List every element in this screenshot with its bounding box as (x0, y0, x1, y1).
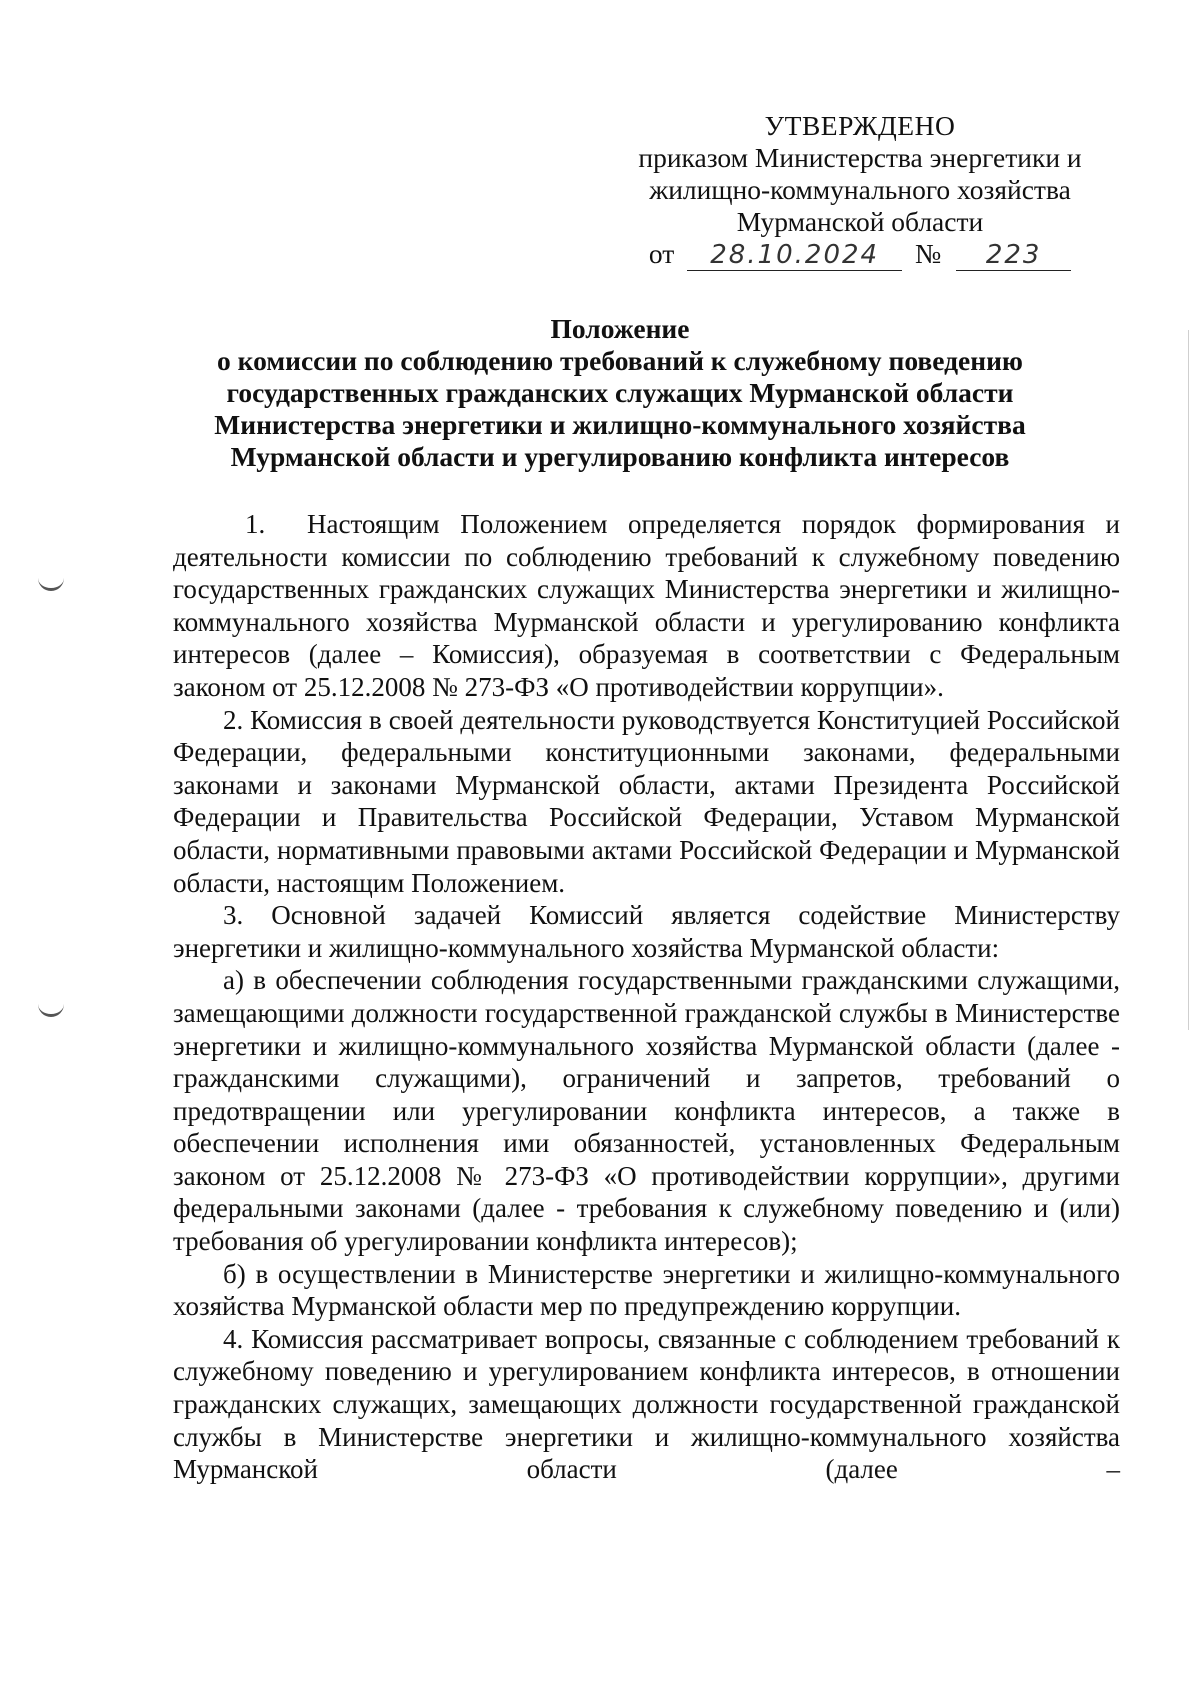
paragraph-1-number: 1. (245, 509, 266, 539)
title-line-4: Министерства энергетики и жилищно-коммунального хозяйства (214, 409, 1026, 440)
paragraph-4: 4. Комиссия рассматривает вопросы, связанные с соблюдением требований к служебному поведению и урегулированием конфликта интересов, в отношении гражданских служащих, замещающих должности государственной гражданской службы в Министерстве энергетики и жилищно-коммунального хозяйства Мурманской области (далее – (173, 1323, 1120, 1485)
paragraph-1 (173, 508, 1120, 704)
paragraph-3b: б) в осуществлении в Министерстве энергетики и жилищно-коммунального хозяйства Мурманской области мер по предупреждению коррупции. (173, 1258, 1120, 1322)
approval-heading: УТВЕРЖДЕНО (764, 110, 956, 141)
paragraph-1-text: Настоящим Положением определяется порядок формирования и деятельности комиссии по соблюдению требований к служебному поведению государственных гражданских служащих Министерства энергетики и жилищно-коммунального хозяйства Мурманской области и урегулированию конфликта интересов (далее – Комиссия), образуемая в соответствии с Федеральным законом от 25.12.2008 № 273-ФЗ «О противодействии коррупции». (173, 509, 1120, 702)
approval-line-1: приказом Министерства энергетики и (638, 142, 1082, 173)
scan-binding-mark (38, 1000, 64, 1017)
approval-date-row (610, 238, 1110, 271)
title-line-2: о комиссии по соблюдению требований к служебному поведению (217, 345, 1023, 376)
approval-line-2: жилищно-коммунального хозяйства (649, 174, 1071, 205)
scan-binding-mark (38, 574, 64, 591)
number-prefix: № (915, 238, 942, 269)
paragraph-3: 3. Основной задачей Комиссий является содействие Министерству энергетики и жилищно-коммунального хозяйства Мурманской области: (173, 900, 1120, 963)
date-prefix: от (648, 238, 675, 269)
title-line-5: Мурманской области и урегулированию конфликта интересов (230, 441, 1010, 472)
handwritten-number: 223 (956, 240, 1071, 271)
paragraph-2: 2. Комиссия в своей деятельности руководствуется Конституцией Российской Федерации, федеральными конституционными законами, федеральными законами и законами Мурманской области, актами Президента Российской Федерации и Правительства Российской Федерации, Уставом Мурманской области, нормативными правовыми актами Российской Федерации и Мурманской области, настоящим Положением. (173, 704, 1120, 898)
document-title (140, 313, 1100, 473)
document-body (173, 508, 1120, 1486)
title-line-3: государственных гражданских служащих Мурманской области (226, 377, 1014, 408)
title-line-1: Положение (550, 313, 690, 344)
approval-line-3: Мурманской области (736, 206, 984, 237)
handwritten-date: 28.10.2024 (687, 240, 902, 271)
paragraph-3a: а) в обеспечении соблюдения государственными гражданскими служащими, замещающими должности государственной гражданской службы в Министерстве энергетики и жилищно-коммунального хозяйства Мурманской области (далее - гражданскими служащими), ограничений и запретов, требований о предотвращении или урегулировании конфликта интересов, а также в обеспечении исполнения ими обязанностей, установленных Федеральным законом от 25.12.2008 № 273-ФЗ «О противодействии коррупции», другими федеральными законами (далее - требования к служебному поведению и (или) требования об урегулировании конфликта интересов); (173, 965, 1120, 1257)
scan-edge-line (1188, 330, 1189, 1030)
approval-block (610, 110, 1110, 271)
